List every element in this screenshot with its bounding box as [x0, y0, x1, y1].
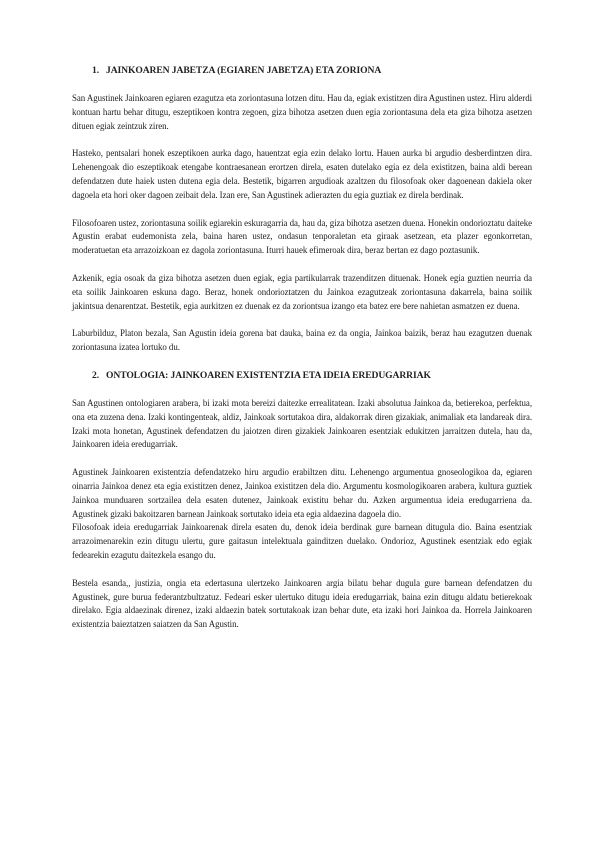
section-2-heading: [72, 369, 532, 382]
section-1-heading: [72, 64, 532, 77]
section-1-number: 1.: [92, 65, 99, 76]
paragraph: Hasteko, pentsalari honek eszeptikoen aurka dago, hauentzat egia ezin delako lortu. Hauen aurka bi argudio desberdintzen dira. Lehenengoak dio eszeptikoak etengabe kontraesanean erortzen direla, esaten dutelako egia ez dela existitzen, baina aldi berean defendatzen dute haiek usten dutena egia dela. Bestetik, bigarren argudioak azaltzen du filosofoak oker dagoenean dakiela oker dagoela eta hori oker dagoen zeibait dela. Izan ere, San Agustinek adierazten du egia guztiak ez direla berdinak.: [72, 148, 532, 200]
section-2-title: ONTOLOGIA: JAINKOAREN EXISTENTZIA ETA IDEIA EREDUGARRIAK: [106, 369, 431, 381]
paragraph: Azkenik, egia osoak da giza bihotza asetzen duen egiak, egia partikularrak trazenditzen dituenak. Honek egia guztien neurria da eta soilik Jainkoaren eskuna dago. Beraz, honek ondorioztatzen du Jainkoa ezagutzeak zoriontasuna dakarrela, baina soilik jakintsua denarentzat. Bestetik, egia aurkitzen ez duenak ez da zoriontsua izango eta batez ere bere nahietan asmatzen ez duena.: [72, 272, 532, 311]
paragraph: Agustinek Jainkoaren existentzia defendatzeko hiru argudio erabiltzen ditu. Lehenengo argumentua gnoseologikoa da, egiaren oinarria Jainkoa denez eta egia existitzen denez, Jainkoa existitzen dela dio. Argumentu kosmologikoaren arabera, kultura guztiek Jainkoa munduaren sortzailea dela esaten dutenez, Jainkoak existitu behar du. Azken argumentua ideia eredugarriena da. Agustinek gizaki bakoitzaren barnean Jainkoak sortutako ideia eta egia aldaezina dagoela dio.: [72, 467, 532, 519]
paragraph: Filosofoak ideia eredugarriak Jainkoarenak direla esaten du, denok ideia berdinak gure barnean ditugula dio. Baina esentziak arrazoimenarekin ezin ditugu ulertu, gure gaitasun intelektuala gainditzen duelako. Ondorioz, Agustinek esentziak edo egiak fedearekin ezagutu daitezkela esango du.: [72, 522, 532, 560]
document-body: [72, 64, 532, 646]
paragraph: San Agustinek Jainkoaren egiaren ezagutza eta zoriontasuna lotzen ditu. Hau da, egiak existitzen dira Agustinen ustez. Hiru alderdi kontuan hartu behar ditugu, eszeptikoen kontra zegoen, giza bihotza asetzen duen egia zoriontasuna dela eta giza bihotza asetzen dituen egiak zeintzuk ziren.: [72, 93, 532, 131]
paragraph: San Agustinen ontologiaren arabera, bi izaki mota bereizi daitezke errealitatean. Izaki absolutua Jainkoa da, betierekoa, perfektua, ona eta zuzena dena. Izaki kontingenteak, aldiz, Jainkoak sortutakoa dira, aldakorrak diren gizakiak, animaliak eta landareak dira. Izaki mota honetan, Agustinek defendatzen du jaiotzen diren gizakiek Jainkoaren esentziak edukitzen jarraitzen dutela, hau da, Jainkoaren ideia eredugarriak.: [72, 397, 532, 450]
section-1-title: JAINKOAREN JABETZA (EGIAREN JABETZA) ETA ZORIONA: [106, 65, 382, 76]
section-2-number: 2.: [92, 369, 99, 381]
paragraph: Laburbilduz, Platon bezala, San Agustin ideia gorena bat dauka, baina ez da ongia, Jainkoa baizik, beraz hau ezagutzen duenak zoriontasuna izatea lortuko du.: [72, 328, 532, 353]
paragraph: Bestela esanda,, justizia, ongia eta edertasuna ulertzeko Jainkoaren argia bilatu behar dugula gure barnean defendatzen du Agustinek, gure burua federantzbultzatuz. Fedeari esker ulertuko ditugu ideia eredugarriak, baina ezin ditugu aldatu betierekoak direlako. Egia aldaezinak direnez, izaki aldaezin batek sortutakoak izan behar dute, eta izaki hori Jainkoa da. Horrela Jainkoaren existentzia baieztatzen saiatzen da San Agustin.: [72, 577, 532, 630]
paragraph: Filosofoaren ustez, zoriontasuna soilik egiarekin eskuragarria da, hau da, giza bihotza asetzen duena. Honekin ondorioztatu daiteke Agustin erabat eudemonista zela, baina haren ustez, ondasun tenporaletan eta giraak asetzean, eta plazer egonkorretan, moderatuetan eta arrazoizkoan ez dagola zoriontasuna. Iturri hauek efimeroak dira, beraz bertan ez dago poztasunik.: [72, 217, 532, 256]
